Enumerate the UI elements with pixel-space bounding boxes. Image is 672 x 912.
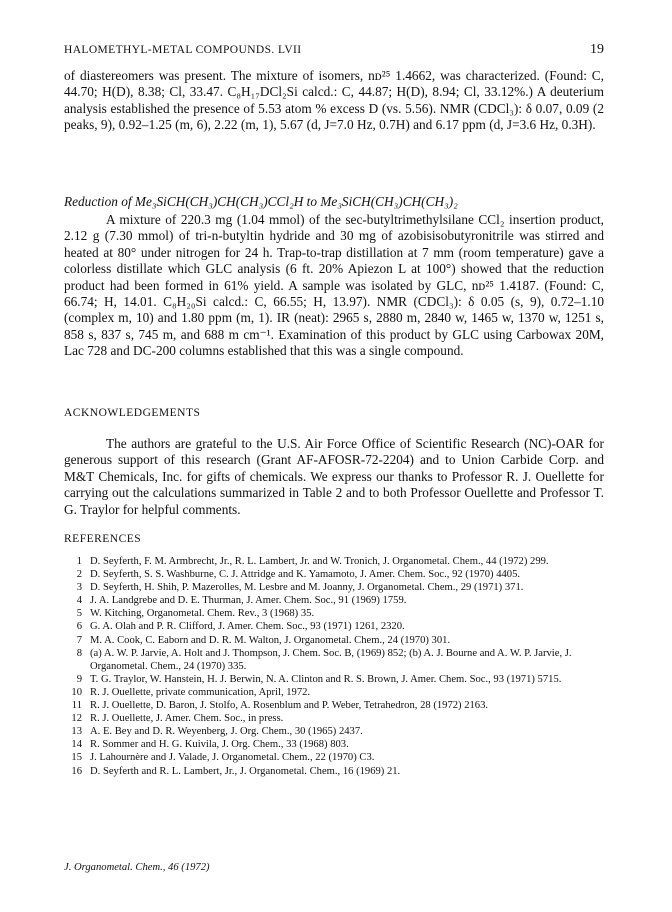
paragraph-diastereomers: of diastereomers was present. The mixture of isomers, nᴅ²⁵ 1.4662, was characterized. (Found: C, 44.70; H(D), 8.38; Cl, 33.47. C₈H₁₇DCl₂Si calcd.: C, 44.87; H(D), 8.94; Cl, 33.12%.) A deuterium analysis established the presence of 5.53 atom % excess D (vs. 5.56). NMR (CDCl₃): δ 0.07, 0.09 (2 peaks, 9), 0.92–1.25 (m, 6), 2.22 (m, 1), 5.67 (d, J=7.0 Hz, 0.7H) and 6.17 ppm (d, J=3.6 Hz, 0.3H). [64, 68, 604, 133]
reference-number: 11 [71, 700, 82, 712]
reference-item [64, 725, 604, 738]
acknowledgements-title-block [64, 407, 604, 419]
reference-number: 3 [76, 582, 82, 594]
page-header [64, 44, 604, 56]
page-number: 19 [590, 42, 604, 57]
reference-item [64, 751, 604, 764]
reference-text: M. A. Cook, C. Eaborn and D. R. M. Walton, J. Organometal. Chem., 24 (1970) 301. [90, 634, 451, 646]
reference-list [64, 555, 604, 778]
reference-text: R. Sommer and H. G. Kuivila, J. Org. Chem., 33 (1968) 803. [90, 739, 349, 751]
acknowledgements-text: The authors are grateful to the U.S. Air Force Office of Scientific Research (NC)-OAR for generous support of this research (Grant AF-AFOSR-72-2204) and to Union Carbide Corp. and M&T Chemicals, Inc. for gifts of chemicals. We express our thanks to Professor R. J. Ouellette for carrying out the calculations summarized in Table 2 and to both Professor Ouellette and Professor T. G. Traylor for helpful comments. [64, 436, 604, 517]
reference-number: 10 [71, 686, 82, 698]
reference-number: 15 [71, 752, 82, 764]
reference-item [64, 581, 604, 594]
reference-text: J. Lahournère and J. Valade, J. Organometal. Chem., 22 (1970) C3. [90, 752, 375, 764]
reference-text: A. E. Bey and D. R. Weyenberg, J. Org. Chem., 30 (1965) 2437. [90, 726, 363, 738]
journal-citation: J. Organometal. Chem., 46 (1972) [64, 862, 210, 873]
running-title: HALOMETHYL-METAL COMPOUNDS. LVII [64, 44, 302, 56]
reference-text: G. A. Olah and P. R. Clifford, J. Amer. Chem. Soc., 93 (1971) 1261, 2320. [90, 621, 405, 633]
reference-item [64, 555, 604, 568]
reference-text: T. G. Traylor, W. Hanstein, H. J. Berwin, N. A. Clinton and R. S. Brown, J. Amer. Chem. Soc., 93 (1971) 5715. [90, 673, 562, 685]
reference-number: 7 [76, 634, 82, 646]
paragraph-reduction: A mixture of 220.3 mg (1.04 mmol) of the sec-butyltrimethylsilane CCl₂ insertion product, 2.12 g (7.30 mmol) of tri-n-butyltin hydride and 30 mg of azobisisobutyronitrile was stirred and heated at 80° under nitrogen for 24 h. Trap-to-trap distillation at 7 mm (room temperature) gave a colorless distillate which GLC analysis (6 ft. 20% Apiezon L at 100°) showed that the reduction product had been formed in 61% yield. A sample was isolated by GLC, nᴅ²⁵ 1.4187. (Found: C, 66.74; H, 14.01. C₈H₂₀Si calcd.: C, 66.55; H, 13.97). NMR (CDCl₃): δ 0.05 (s, 9), 0.72–1.10 (complex m, 10) and 1.80 ppm (m, 1). IR (neat): 2965 s, 2880 m, 2840 w, 1465 w, 1370 w, 1251 s, 858 s, 837 s, 745 m, and 688 m cm⁻¹. Examination of this product by GLC using Carbowax 20M, Lac 728 and DC-200 columns established that this was a single compound. [64, 212, 604, 359]
reference-number: 4 [76, 595, 82, 607]
reference-item [64, 634, 604, 647]
reference-text: D. Seyferth and R. L. Lambert, Jr., J. Organometal. Chem., 16 (1969) 21. [90, 765, 401, 777]
reference-text: R. J. Ouellette, private communication, April, 1972. [90, 686, 311, 698]
reference-item [64, 673, 604, 686]
reference-item [64, 620, 604, 633]
reference-text: D. Seyferth, S. S. Washburne, C. J. Attridge and K. Yamamoto, J. Amer. Chem. Soc., 92 (1970) 4405. [90, 569, 521, 581]
reference-text: D. Seyferth, F. M. Armbrecht, Jr., R. L. Lambert, Jr. and W. Tronich, J. Organometal. Chem., 44 (1972) 299. [90, 556, 549, 567]
page-footer [64, 857, 604, 875]
reference-item [64, 568, 604, 581]
reference-text: R. J. Ouellette, J. Amer. Chem. Soc., in press. [90, 713, 284, 725]
acknowledgements-block [64, 436, 604, 518]
reference-number: 12 [71, 713, 82, 725]
reference-number: 1 [76, 556, 82, 567]
reference-number: 13 [71, 726, 82, 738]
reference-item [64, 594, 604, 607]
reference-number: 14 [71, 739, 82, 751]
reference-item [64, 699, 604, 712]
reduction-section [64, 194, 604, 210]
reference-text: (a) A. W. P. Jarvie, A. Holt and J. Thompson, J. Chem. Soc. B, (1969) 852; (b) A. J. Bourne and A. W. P. Jarvie, J. Organometal. Chem., 24 (1970) 335. [90, 647, 572, 672]
body-paragraph-2 [64, 212, 604, 360]
references-title: REFERENCES [64, 533, 142, 545]
reference-number: 6 [76, 621, 82, 633]
reference-text: W. Kitching, Organometal. Chem. Rev., 3 (1968) 35. [90, 608, 315, 620]
body-paragraph-1 [64, 68, 604, 134]
reference-number: 2 [76, 569, 82, 581]
reference-number: 9 [76, 673, 82, 685]
reference-item [64, 647, 604, 673]
references-title-block [64, 533, 604, 545]
reference-text: D. Seyferth, H. Shih, P. Mazerolles, M. Lesbre and M. Joanny, J. Organometal. Chem., 29 (1971) 371. [90, 582, 524, 594]
section-subheading: Reduction of Me₃SiCH(CH₃)CH(CH₃)CCl₂H to Me₃SiCH(CH₃)CH(CH₃)₂ [64, 194, 458, 209]
reference-number: 8 [76, 647, 82, 659]
reference-item [64, 712, 604, 725]
reference-text: R. J. Ouellette, D. Baron, J. Stolfo, A. Rosenblum and P. Weber, Tetrahedron, 28 (1972) 2163. [90, 700, 489, 712]
reference-number: 16 [71, 765, 82, 777]
reference-item [64, 765, 604, 778]
acknowledgements-title: ACKNOWLEDGEMENTS [64, 407, 201, 419]
reference-number: 5 [76, 608, 82, 620]
reference-item [64, 738, 604, 751]
reference-text: J. A. Landgrebe and D. E. Thurman, J. Amer. Chem. Soc., 91 (1969) 1759. [90, 595, 407, 607]
reference-item [64, 686, 604, 699]
reference-item [64, 607, 604, 620]
